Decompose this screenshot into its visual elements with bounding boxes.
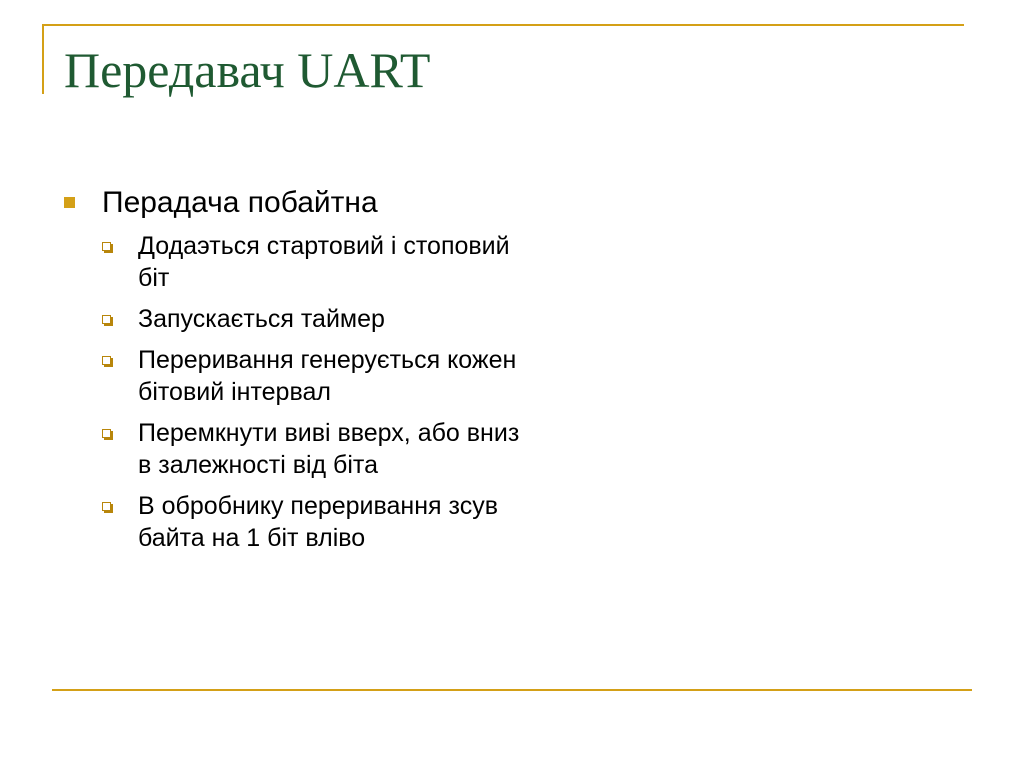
sub-bullet-text: Запускається таймер [138, 305, 385, 333]
sub-bullet-text: Перемкнути виві вверх, або вниз в залежності від біта [138, 419, 520, 479]
hollow-square-bullet-icon [102, 429, 111, 438]
bullet-text: Перадача побайтна [102, 186, 378, 219]
square-bullet-icon [64, 197, 75, 208]
sub-bullet-item [102, 344, 522, 408]
top-divider-line [42, 24, 964, 26]
sub-bullet-item [102, 417, 522, 481]
sub-bullet-item [102, 230, 522, 294]
sub-bullet-text: В обробнику переривання зсув байта на 1 біт вліво [138, 492, 498, 552]
hollow-square-bullet-icon [102, 502, 111, 511]
slide-content [62, 184, 522, 563]
sub-bullet-item [102, 303, 522, 335]
hollow-square-bullet-icon [102, 356, 111, 365]
hollow-square-bullet-icon [102, 242, 111, 251]
sub-bullet-item [102, 490, 522, 554]
sub-bullet-text: Переривання генерується кожен бітовий інтервал [138, 346, 517, 406]
sub-bullet-list [102, 230, 522, 554]
sub-bullet-text: Додаэться стартовий і стоповий біт [138, 232, 510, 292]
slide-title: Передавач UART [64, 42, 431, 98]
bullet-item [62, 184, 522, 222]
hollow-square-bullet-icon [102, 315, 111, 324]
left-divider-line [42, 24, 44, 94]
bottom-divider-line [52, 689, 972, 691]
